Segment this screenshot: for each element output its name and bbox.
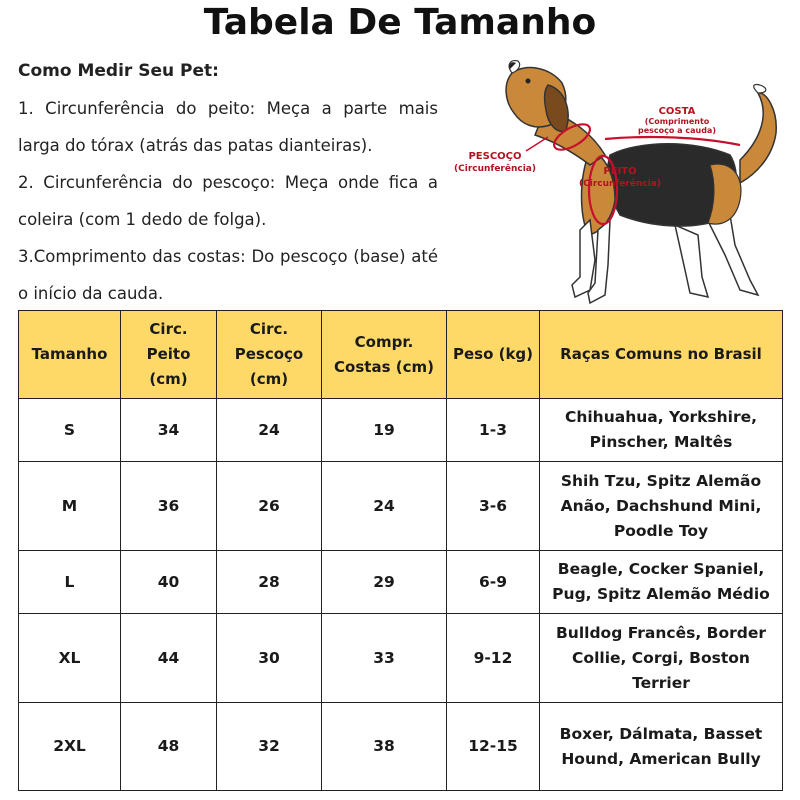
cell-chest: 36 (121, 462, 217, 551)
cell-back-length: 38 (322, 703, 447, 791)
cell-neck: 26 (217, 462, 322, 551)
cell-size: XL (19, 614, 121, 703)
header-neck: Circ. Pescoço (cm) (217, 311, 322, 399)
header-chest: Circ. Peito (cm) (121, 311, 217, 399)
measurement-instructions (18, 56, 438, 312)
cell-size: M (19, 462, 121, 551)
cell-weight: 1-3 (447, 399, 540, 462)
instruction-step-back: 3.Comprimento das costas: Do pescoço (base) até o início da cauda. (18, 247, 438, 303)
size-chart-table (18, 310, 783, 791)
cell-neck: 30 (217, 614, 322, 703)
cell-weight: 9-12 (447, 614, 540, 703)
cell-size: L (19, 551, 121, 614)
cell-breeds: Chihuahua, Yorkshire, Pinscher, Maltês (540, 399, 783, 462)
cell-neck: 28 (217, 551, 322, 614)
instruction-step-chest: 1. Circunferência do peito: Meça a parte mais larga do tórax (atrás das patas dianteiras). (18, 99, 438, 155)
cell-back-length: 29 (322, 551, 447, 614)
cell-weight: 6-9 (447, 551, 540, 614)
back-sublabel-2: pescoço a cauda) (638, 126, 716, 135)
cell-size: S (19, 399, 121, 462)
table-row (19, 551, 783, 614)
cell-breeds: Beagle, Cocker Spaniel, Pug, Spitz Alemão Médio (540, 551, 783, 614)
back-sublabel-1: (Comprimento (644, 117, 710, 126)
neck-sublabel: (Circunferência) (454, 164, 536, 174)
header-back-length: Compr. Costas (cm) (322, 311, 447, 399)
table-row (19, 462, 783, 551)
cell-chest: 44 (121, 614, 217, 703)
chest-sublabel: (Circunferência) (579, 179, 661, 189)
header-size: Tamanho (19, 311, 121, 399)
header-weight: Peso (kg) (447, 311, 540, 399)
instructions-heading: Como Medir Seu Pet: (18, 61, 219, 81)
cell-back-length: 24 (322, 462, 447, 551)
cell-chest: 34 (121, 399, 217, 462)
cell-weight: 12-15 (447, 703, 540, 791)
cell-breeds: Bulldog Francês, Border Collie, Corgi, Boston Terrier (540, 614, 783, 703)
dog-measurement-diagram (440, 55, 795, 310)
page-title: Tabela De Tamanho (203, 2, 597, 43)
chest-label: PEITO (603, 166, 637, 177)
table-row (19, 399, 783, 462)
header-breeds: Raças Comuns no Brasil (540, 311, 783, 399)
neck-label: PESCOÇO (468, 151, 522, 162)
table-row (19, 703, 783, 791)
cell-size: 2XL (19, 703, 121, 791)
cell-back-length: 33 (322, 614, 447, 703)
cell-back-length: 19 (322, 399, 447, 462)
cell-chest: 40 (121, 551, 217, 614)
instruction-step-neck: 2. Circunferência do pescoço: Meça onde fica a coleira (com 1 dedo de folga). (18, 173, 438, 229)
table-header-row (19, 311, 783, 399)
cell-chest: 48 (121, 703, 217, 791)
cell-weight: 3-6 (447, 462, 540, 551)
table-row (19, 614, 783, 703)
cell-breeds: Shih Tzu, Spitz Alemão Anão, Dachshund Mini, Poodle Toy (540, 462, 783, 551)
cell-neck: 24 (217, 399, 322, 462)
cell-neck: 32 (217, 703, 322, 791)
back-label: COSTA (658, 106, 696, 117)
cell-breeds: Boxer, Dálmata, Basset Hound, American Bully (540, 703, 783, 791)
